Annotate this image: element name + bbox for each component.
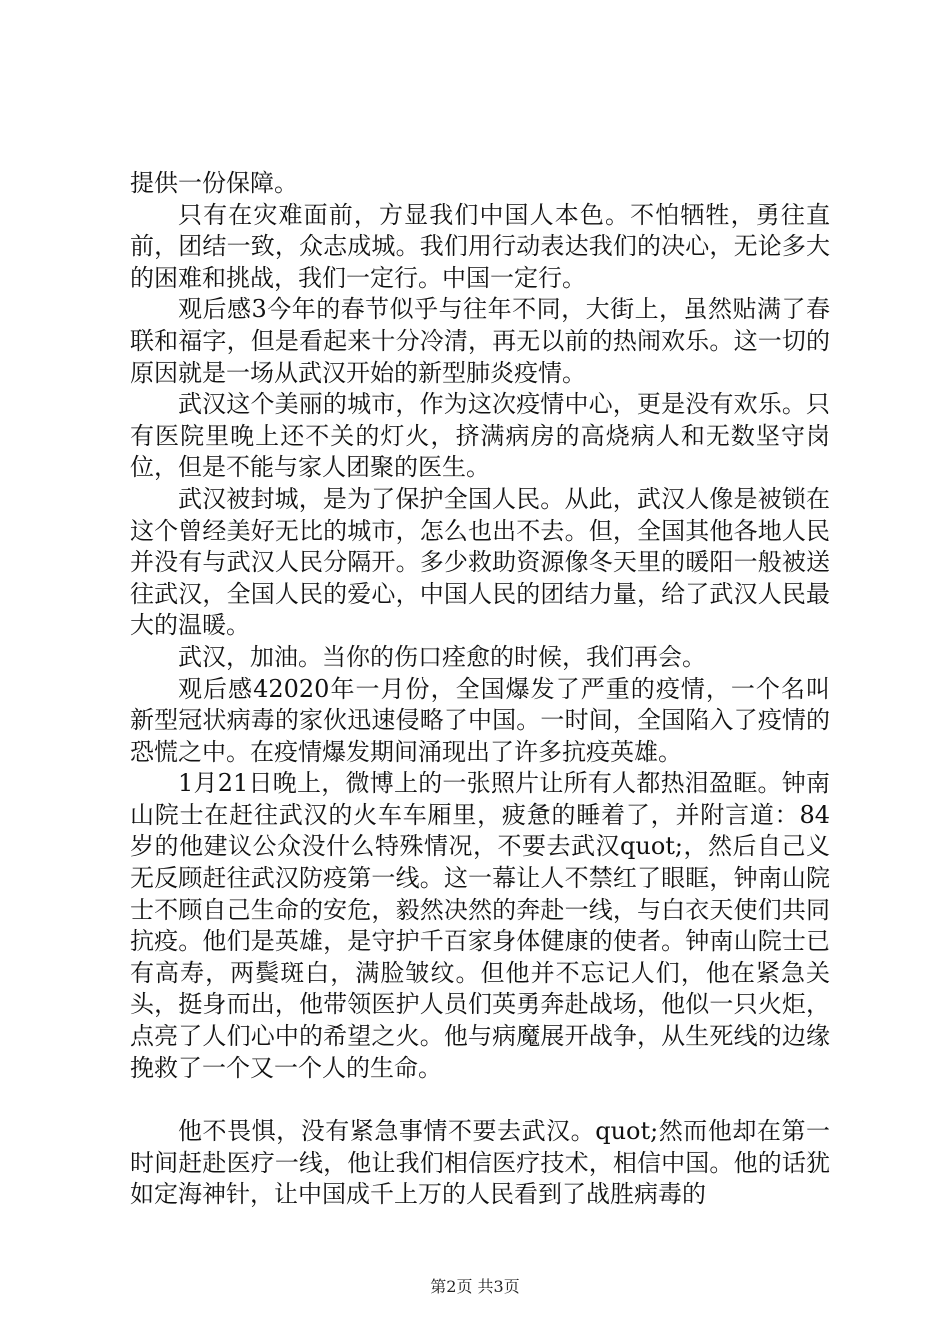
document-body (130, 168, 830, 1211)
paragraph-1: 提供一份保障。 (130, 169, 298, 197)
paragraph-6: 武汉，加油。当你的伤口痊愈的时候，我们再会。 (178, 642, 706, 671)
page-footer: 第2页 共3页 (430, 1277, 520, 1296)
paragraph-4: 武汉这个美丽的城市，作为这次疫情中心，更是没有欢乐。只有医院里晚上还不关的灯火，挤满病房的高烧病人和无数坚守岗位，但是不能与家人团聚的医生。 (130, 390, 830, 482)
paragraph-7: 观后感42020年一月份，全国爆发了严重的疫情，一个名叫新型冠状病毒的家伙迅速侵略了中国。一时间，全国陷入了疫情的恐慌之中。在疫情爆发期间涌现出了许多抗疫英雄。 (130, 674, 830, 766)
paragraph-3: 观后感3今年的春节似乎与往年不同，大街上，虽然贴满了春联和福字，但是看起来十分冷清，再无以前的热闹欢乐。这一切的原因就是一场从武汉开始的新型肺炎疫情。 (130, 295, 830, 387)
paragraph-gap (130, 1084, 830, 1116)
paragraph-9: 他不畏惧，没有紧急事情不要去武汉。quot;然而他却在第一时间赶赴医疗一线，他让我们相信医疗技术，相信中国。他的话犹如定海神针，让中国成千上万的人民看到了战胜病毒的 (130, 1117, 830, 1209)
paragraph-2: 只有在灾难面前，方显我们中国人本色。不怕牺牲，勇往直前，团结一致，众志成城。我们用行动表达我们的决心，无论多大的困难和挑战，我们一定行。中国一定行。 (130, 200, 830, 292)
paragraph-5: 武汉被封城，是为了保护全国人民。从此，武汉人像是被锁在这个曾经美好无比的城市，怎么也出不去。但，全国其他各地人民并没有与武汉人民分隔开。多少救助资源像冬天里的暖阳一般被送往武汉，全国人民的爱心，中国人民的团结力量，给了武汉人民最大的温暖。 (130, 484, 830, 640)
paragraph-8: 1月21日晚上，微博上的一张照片让所有人都热泪盈眶。钟南山院士在赶往武汉的火车车厢里，疲惫的睡着了，并附言道：84岁的他建议公众没什么特殊情况，不要去武汉quot;，然后自己义无反顾赶往武汉防疫第一线。这一幕让人不禁红了眼眶，钟南山院士不顾自己生命的安危，毅然决然的奔赴一线，与白衣天使们共同抗疫。他们是英雄，是守护千百家身体健康的使者。钟南山院士已有高寿，两鬓斑白，满脸皱纹。但他并不忘记人们，他在紧急关头，挺身而出，他带领医护人员们英勇奔赴战场，他似一只火炬，点亮了人们心中的希望之火。他与病魔展开战争，从生死线的边缘挽救了一个又一个人的生命。 (130, 769, 830, 1082)
